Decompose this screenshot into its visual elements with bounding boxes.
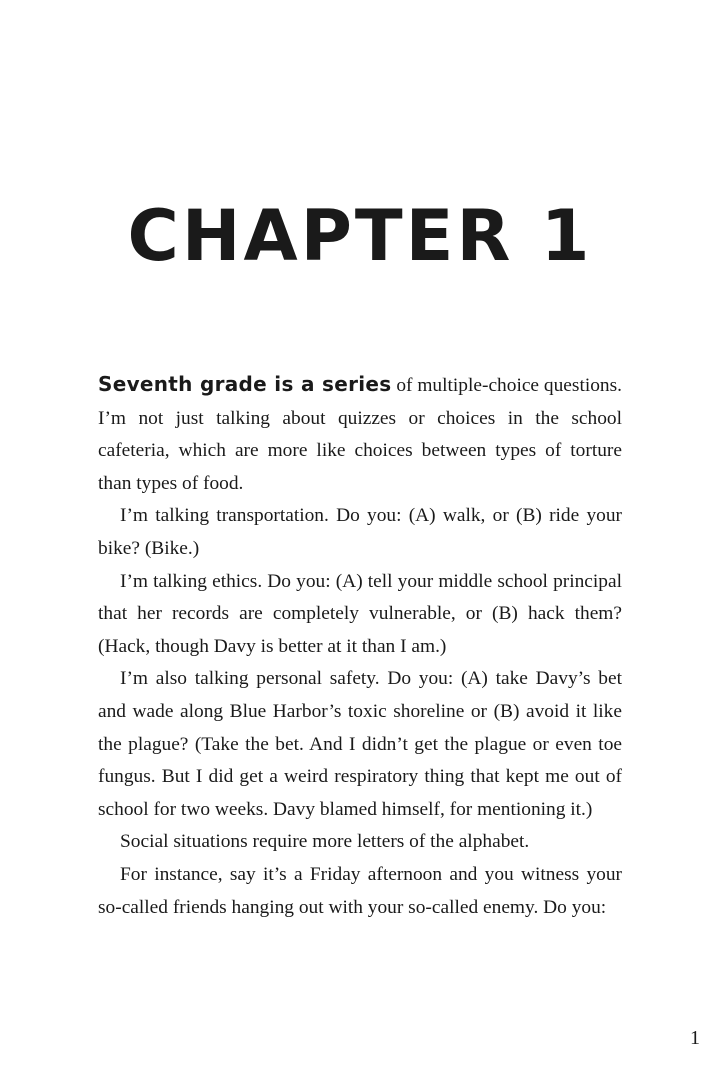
paragraph-6: For instance, say it’s a Friday afternoon and you witness your so-called friends hanging out with your so-called enemy. Do you:	[98, 863, 622, 918]
paragraph-4: I’m also talking personal safety. Do you: (A) take Davy’s bet and wade along Blue Harbor’s toxic shoreline or (B) avoid it like the plague? (Take the bet. And I didn’t get the plague or even toe fungus. But I did get a weird respiratory thing that kept me out of school for two weeks. Davy blamed himself, for mentioning it.)	[98, 668, 622, 820]
page-number: 1	[690, 1027, 700, 1049]
paragraph-2: I’m talking transportation. Do you: (A) walk, or (B) ride your bike? (Bike.)	[98, 505, 622, 559]
paragraph-5: Social situations require more letters of the alphabet.	[120, 831, 530, 853]
paragraph-1	[98, 368, 622, 500]
body-text	[98, 368, 622, 924]
chapter-title: CHAPTER 1	[127, 195, 593, 277]
lead-in: Seventh grade is a series	[98, 372, 392, 396]
paragraph-3: I’m talking ethics. Do you: (A) tell your middle school principal that her records are completely vulnerable, or (B) hack them? (Hack, though Davy is better at it than I am.)	[98, 570, 622, 657]
paragraph-1-text: of multiple-choice questions. I’m not just talking about quizzes or choices in the school cafeteria, which are more like choices between types of torture than types of food.	[98, 375, 622, 494]
